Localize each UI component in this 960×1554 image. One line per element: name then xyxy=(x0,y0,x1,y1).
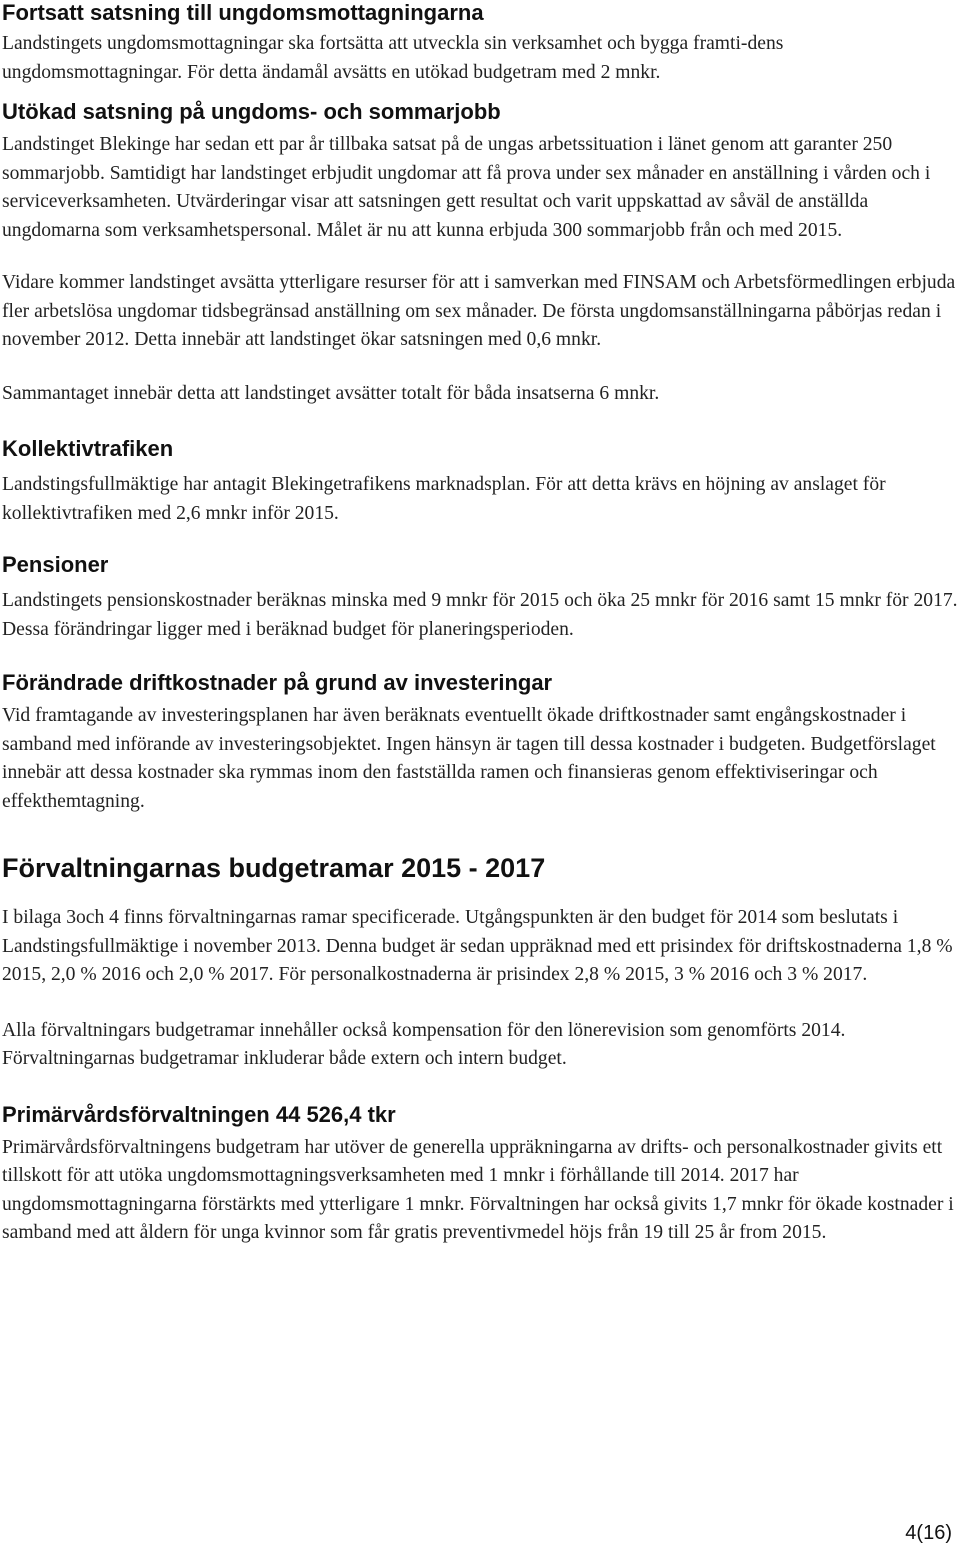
section-heading-sommarjobb: Utökad satsning på ungdoms- och sommarjobb xyxy=(2,99,501,124)
paragraph-budgetramar-1: I bilaga 3och 4 finns förvaltningarnas ramar specificerade. Utgångspunkten är den budget för 2014 som beslutats i Landstingsfullmäktige i november 2013. Denna budget är sedan uppräknad med ett prisindex för driftskostnaderna 1,8 % 2015, 2,0 % 2016 och 2,0 % 2017. För personalkostnaderna är prisindex 2,8 % 2015, 3 % 2016 och 3 % 2017. xyxy=(2,907,953,985)
section-heading-ungdomsmottagningar: Fortsatt satsning till ungdomsmottagningarna xyxy=(2,0,484,25)
paragraph-kollektivtrafiken: Landstingsfullmäktige har antagit Blekingetrafikens marknadsplan. För att detta krävs en höjning av anslaget för kollektivtrafiken med 2,6 mnkr inför 2015. xyxy=(2,474,886,524)
page-number: 4(16) xyxy=(905,1522,952,1544)
paragraph-driftkostnader: Vid framtagande av investeringsplanen har även beräknats eventuellt ökade driftkostnader samt engångskostnader i samband med införande av investeringsobjektet. Ingen hänsyn är tagen till dessa kostnader i budgeten. Budgetförslaget innebär att dessa kostnader ska rymmas inom den fastställda ramen och finansieras genom effektiviseringar och effekthemtagning. xyxy=(2,705,936,812)
main-heading-budgetramar: Förvaltningarnas budgetramar 2015 - 2017 xyxy=(2,853,546,883)
paragraph-sommarjobb-1: Landstinget Blekinge har sedan ett par år tillbaka satsat på de ungas arbetssituation i länet genom att garanter 250 sommarjobb. Samtidigt har landstinget erbjudit ungdomar att få prova under sex månader en anställning i vården och i serviceverksamheten. Utvärderingar visar att satsningen gett resultat och varit uppskattad av såväl de anställda ungdomarna som verksamhetspersonal. Målet är nu att kunna erbjuda 300 sommarjobb från och med 2015. xyxy=(2,134,931,241)
section-heading-primarvard: Primärvårdsförvaltningen 44 526,4 tkr xyxy=(2,1101,396,1127)
paragraph-sommarjobb-3: Sammantaget innebär detta att landstinget avsätter totalt för båda insatserna 6 mnkr. xyxy=(2,382,660,404)
section-heading-driftkostnader: Förändrade driftkostnader på grund av investeringar xyxy=(2,670,553,695)
paragraph-sommarjobb-2: Vidare kommer landstinget avsätta ytterligare resurser för att i samverkan med FINSAM och Arbetsförmedlingen erbjuda fler arbetslösa ungdomar tidsbegränsad anställning om sex månader. De första ungdomsanställningarna påbörjas redan i november 2012. Detta innebär att landstinget ökar satsningen med 0,6 mnkr. xyxy=(2,272,956,350)
paragraph-budgetramar-2: Alla förvaltningars budgetramar innehåller också kompensation för den lönerevision som genomförts 2014. Förvaltningarnas budgetramar inkluderar både extern och intern budget. xyxy=(2,1019,846,1069)
paragraph-ungdomsmottagningar: Landstingets ungdomsmottagningar ska fortsätta att utveckla sin verksamhet och bygga framti-dens ungdomsmottagningar. För detta ändamål avsätts en utökad budgetram med 2 mnkr. xyxy=(2,33,784,83)
section-heading-pensioner: Pensioner xyxy=(2,552,109,577)
section-heading-kollektivtrafiken: Kollektivtrafiken xyxy=(2,436,174,461)
paragraph-pensioner: Landstingets pensionskostnader beräknas minska med 9 mnkr för 2015 och öka 25 mnkr för 2016 samt 15 mnkr för 2017. Dessa förändringar ligger med i beräknad budget för planeringsperioden. xyxy=(2,590,958,640)
paragraph-primarvard: Primärvårdsförvaltningens budgetram har utöver de generella uppräkningarna av drifts- och personalkostnader givits ett tillskott för att utöka ungdomsmottagningsverksamheten med 1 mnkr i förhållande till 2014. 2017 har ungdomsmottagningarna förstärkts med ytterligare 1 mnkr. Förvaltningen har också givits 1,7 mnkr för ökade kostnader i samband med att åldern för unga kvinnor som får gratis preventivmedel höjs från 19 till 25 år from 2015. xyxy=(2,1136,954,1243)
